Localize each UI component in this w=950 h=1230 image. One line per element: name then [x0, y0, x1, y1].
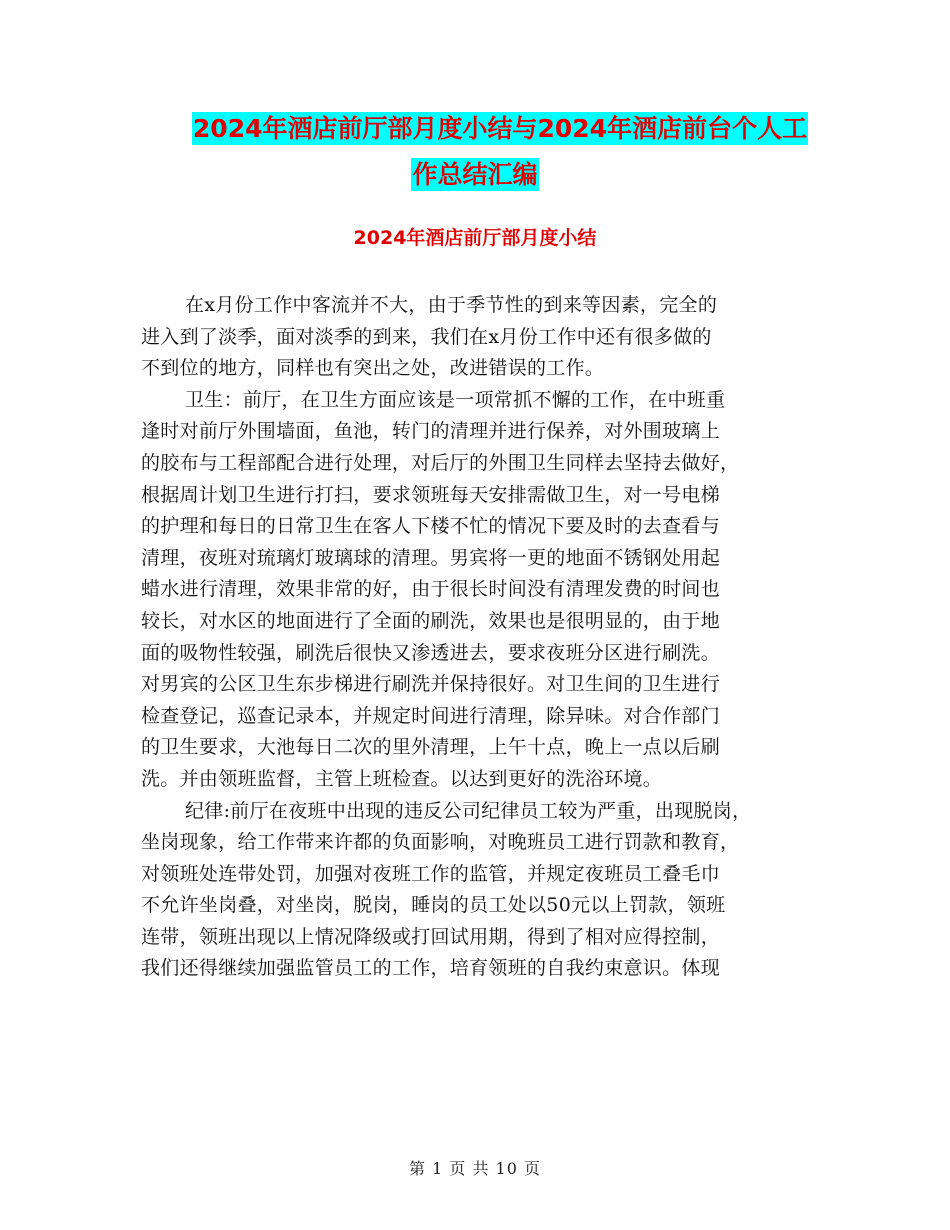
paragraph-line: 不到位的地方，同样也有突出之处，改进错误的工作。	[141, 357, 605, 380]
body-text	[141, 290, 821, 985]
paragraph-line: 卫生：前厅，在卫生方面应该是一项常抓不懈的工作，在中班重	[185, 388, 726, 411]
paragraph-line: 的胶布与工程部配合进行处理，对后厅的外围卫生同样去坚持去做好，	[141, 451, 740, 474]
paragraph-line: 洗。并由领班监督，主管上班检查。以达到更好的洗浴环境。	[141, 767, 663, 790]
title-line-2: 作总结汇编	[412, 160, 538, 189]
paragraph-line: 清理，夜班对琉璃灯玻璃球的清理。男宾将一更的地面不锈钢处用起	[141, 546, 721, 569]
paragraph-line: 坐岗现象，给工作带来许都的负面影响，对晚班员工进行罚款和教育，	[141, 831, 740, 854]
paragraph-line: 较长，对水区的地面进行了全面的刷洗，效果也是很明显的，由于地	[141, 609, 721, 632]
title-line-1: 2024年酒店前厅部月度小结与2024年酒店前台个人工	[192, 114, 808, 143]
paragraph-line: 我们还得继续加强监管员工的工作，培育领班的自我约束意识。体现	[141, 957, 721, 980]
paragraph-line: 检查登记，巡查记录本，并规定时间进行清理，除异味。对合作部门	[141, 704, 721, 727]
paragraph-line: 纪律:前厅在夜班中出现的违反公司纪律员工较为严重，出现脱岗，	[185, 799, 752, 822]
paragraph-line: 在x月份工作中客流并不大，由于季节性的到来等因素，完全的	[185, 294, 718, 316]
paragraph-line: 面的吸物性较强，刷洗后很快又渗透进去，要求夜班分区进行刷洗。	[141, 641, 721, 664]
paragraph-line: 对男宾的公区卫生东步梯进行刷洗并保持很好。对卫生间的卫生进行	[141, 673, 721, 696]
paragraph-line: 蜡水进行清理，效果非常的好，由于很长时间没有清理发费的时间也	[141, 578, 721, 601]
paragraph-line: 逢时对前厅外围墙面，鱼池，转门的清理并进行保养，对外围玻璃上	[141, 420, 721, 443]
paragraph-line: 进入到了淡季，面对淡季的到来，我们在x月份工作中还有很多做的	[141, 325, 712, 348]
paragraph-line: 根据周计划卫生进行打扫，要求领班每天安排需做卫生，对一号电梯	[141, 483, 721, 506]
section-title: 2024年酒店前厅部月度小结	[353, 227, 597, 249]
paragraph-line: 的卫生要求，大池每日二次的里外清理，上午十点，晚上一点以后刷	[141, 736, 721, 759]
page-footer: 第 1 页 共 10 页	[409, 1159, 541, 1178]
paragraph-line: 不允许坐岗叠，对坐岗，脱岗，睡岗的员工处以50元以上罚款，领班	[141, 894, 726, 917]
paragraph-line: 连带，领班出现以上情况降级或打回试用期，得到了相对应得控制，	[141, 925, 721, 948]
paragraph-line: 对领班处连带处罚，加强对夜班工作的监管，并规定夜班员工叠毛巾	[141, 862, 721, 885]
paragraph-line: 的护理和每日的日常卫生在客人下楼不忙的情况下要及时的去查看与	[141, 515, 721, 538]
document-title	[0, 112, 950, 191]
